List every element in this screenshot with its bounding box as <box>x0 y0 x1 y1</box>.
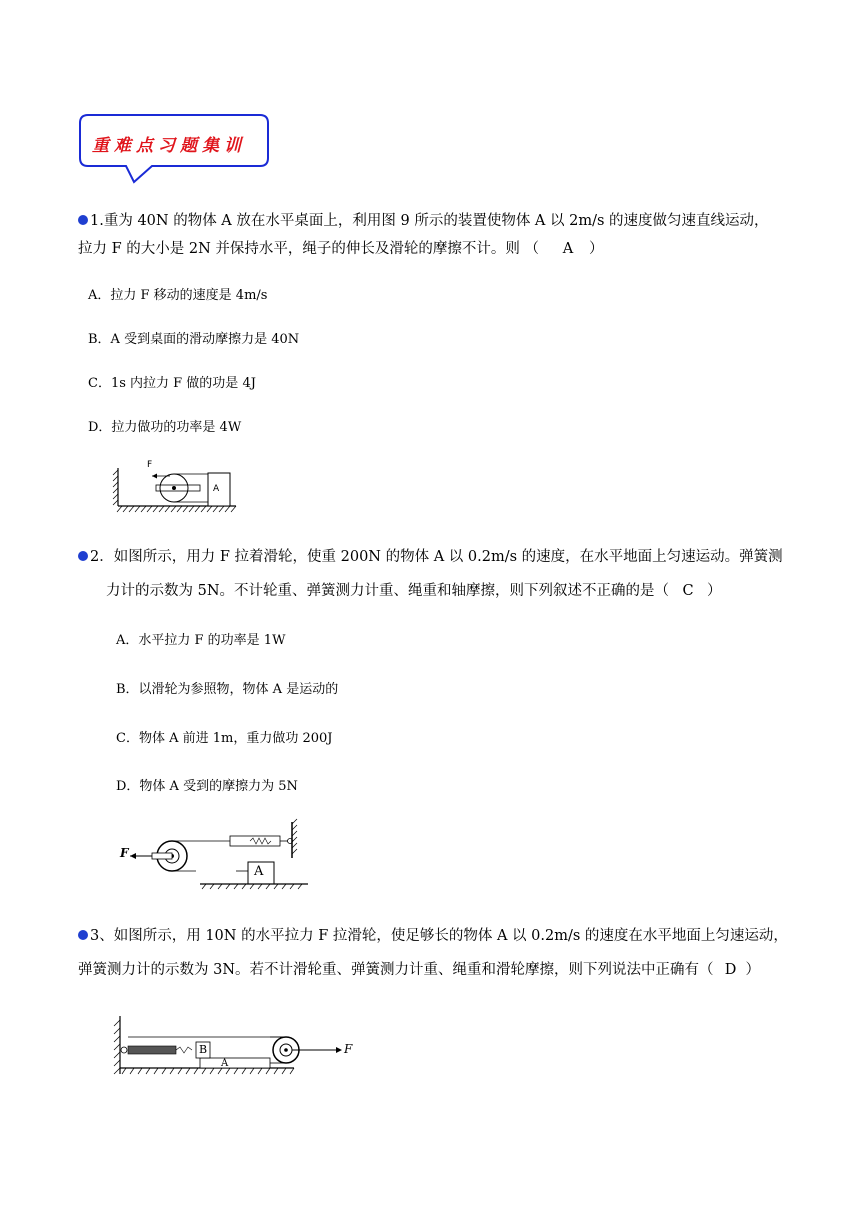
q3-pulley-figure <box>108 1012 364 1080</box>
question-2-paren: ） <box>707 583 722 599</box>
question-2-stem: 力计的示数为 5N。不计轮重、弹簧测力计重、绳重和轴摩擦，则下列叙述不正确的是（ <box>106 583 670 599</box>
question-1-answer: A <box>562 241 574 257</box>
question-2-line-1: 2．如图所示，用力 F 拉着滑轮，使重 200N 的物体 A 以 0.2m/s 的速度，在水平地面上匀速运动。弹簧测 <box>90 549 783 565</box>
q1-figure-block-label: A <box>213 484 220 494</box>
bullet-icon <box>78 930 88 940</box>
question-1-line-1: 1.重为 40N 的物体 A 放在水平桌面上，利用图 9 所示的装置使物体 A 以 2m/s 的速度做匀速直线运动， <box>90 213 769 229</box>
q2-figure-block-label: A <box>254 864 264 879</box>
q2-option-a: A．水平拉力 F 的功率是 1W <box>116 633 286 648</box>
bullet-icon <box>78 215 88 225</box>
q3-figure-block-a-label: A <box>221 1058 229 1069</box>
q2-pulley-figure <box>116 818 312 894</box>
q3-figure-block-b-label: B <box>199 1043 208 1056</box>
question-1-line-2 <box>78 239 604 259</box>
q1-option-c: C．1s 内拉力 F 做的功是 4J <box>88 376 256 391</box>
bullet-icon <box>78 551 88 561</box>
question-3 <box>78 926 788 946</box>
q1-option-b: B．A 受到桌面的滑动摩擦力是 40N <box>88 332 300 347</box>
section-title: 重难点习题集训 <box>92 136 246 156</box>
question-3-answer: D <box>724 962 737 978</box>
q2-option-d: D．物体 A 受到的摩擦力为 5N <box>116 779 298 794</box>
question-3-stem: 弹簧测力计的示数为 3N。若不计滑轮重、弹簧测力计重、绳重和滑轮摩擦，则下列说法中正确有（ <box>78 962 714 978</box>
question-1-paren: ） <box>589 241 604 257</box>
q2-figure-force-label: F <box>120 846 129 860</box>
q2-option-c: C．物体 A 前进 1m，重力做功 200J <box>116 731 333 746</box>
question-3-line-1: 3、如图所示，用 10N 的水平拉力 F 拉滑轮，使足够长的物体 A 以 0.2m/s 的速度在水平地面上匀速运动， <box>90 928 788 944</box>
q1-pulley-figure <box>104 456 244 520</box>
question-1-stem: 拉力 F 的大小是 2N 并保持水平，绳子的伸长及滑轮的摩擦不计。则 （ <box>78 241 540 257</box>
question-1 <box>78 211 769 231</box>
question-2-answer: C <box>682 583 694 599</box>
q1-option-a: A．拉力 F 移动的速度是 4m/s <box>88 288 268 303</box>
question-3-line-2 <box>78 960 760 980</box>
question-2 <box>78 547 783 567</box>
question-2-line-2 <box>106 581 722 601</box>
q3-figure-force-label: F <box>344 1042 353 1056</box>
q1-option-d: D．拉力做功的功率是 4W <box>88 420 242 435</box>
q1-figure-force-label: F <box>147 460 153 470</box>
q2-option-b: B．以滑轮为参照物，物体 A 是运动的 <box>116 682 339 697</box>
question-3-paren: ） <box>745 962 761 978</box>
